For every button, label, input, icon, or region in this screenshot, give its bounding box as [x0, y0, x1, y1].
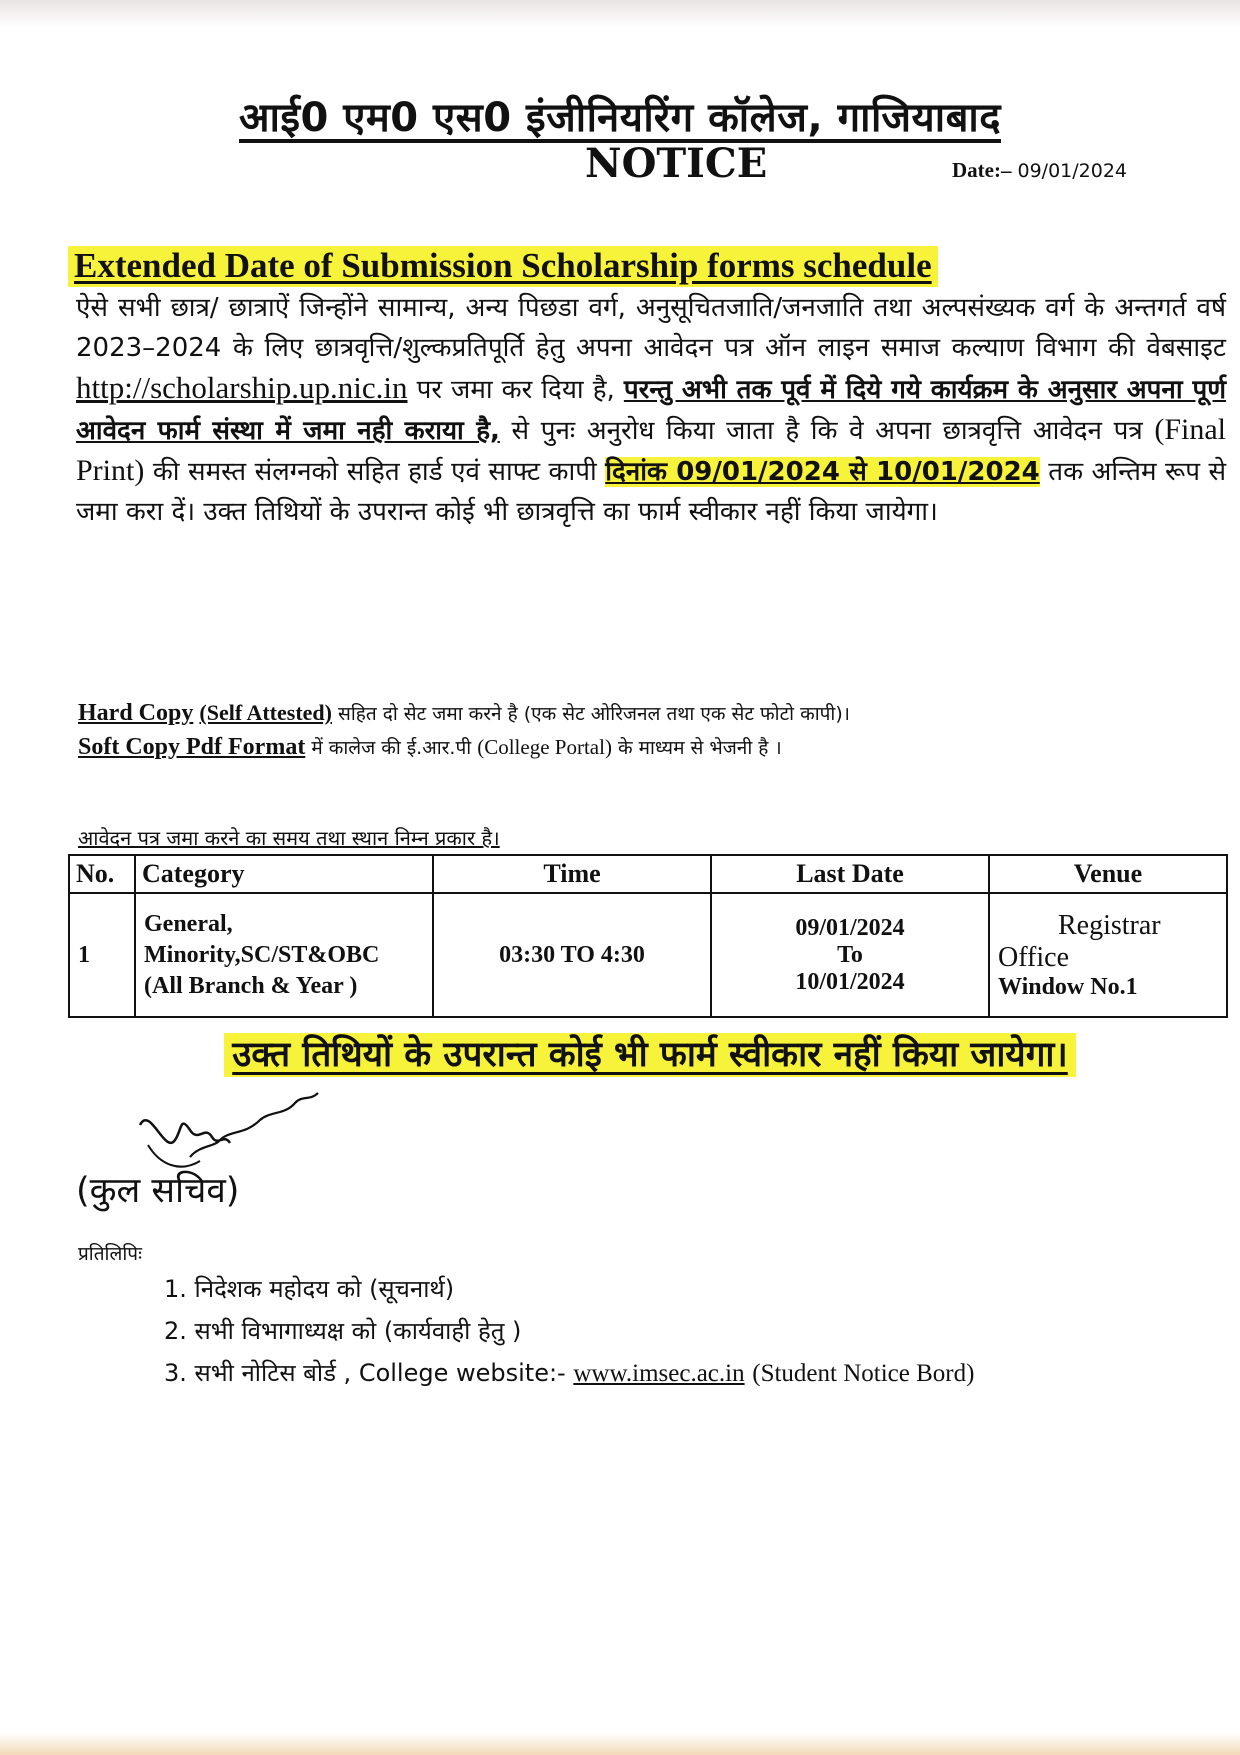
schedule-header-row: [69, 855, 1227, 893]
notice-body: [76, 288, 1226, 532]
final-print-text: (Final Print): [76, 413, 1226, 487]
col-header-venue: Venue: [989, 855, 1227, 893]
cell-no: 1: [69, 893, 135, 1017]
list-item: 2. सभी विभागाध्यक्ष को (कार्यवाही हेतु ): [164, 1317, 522, 1345]
notice-heading: [68, 246, 1178, 286]
venue-line-1: Registrar: [1058, 909, 1161, 941]
notice-title: NOTICE: [585, 140, 768, 187]
copy-to-list: [164, 1268, 974, 1395]
hard-copy-attested: (Self Attested): [199, 700, 332, 725]
warning-text: उक्त तिथियों के उपरान्त कोई भी फार्म स्वीकार नहीं किया जायेगा।: [224, 1033, 1076, 1077]
soft-copy-text-2: के माध्यम से भेजनी है ।: [617, 737, 782, 759]
cell-venue: [989, 893, 1227, 1017]
col-header-time: Time: [433, 855, 711, 893]
college-website-link[interactable]: www.imsec.ac.in: [573, 1360, 745, 1387]
date-label: Date:–: [952, 158, 1012, 182]
college-name: आई0 एम0 एस0 इंजीनियरिंग कॉलेज, गाजियाबाद: [238, 95, 1002, 141]
copy-to-label: प्रतिलिपिः: [78, 1243, 142, 1265]
page-bottom-edge: [0, 1733, 1240, 1755]
notice-heading-text: Extended Date of Submission Scholarship forms schedule: [68, 246, 938, 287]
body-emphasis: परन्तु अभी तक पूर्व में दिये गये कार्यक्रम के अनुसार अपना पूर्ण आवेदन फार्म संस्था में जमा नही कराया है,: [76, 375, 1227, 446]
date-to: 10/01/2024: [795, 968, 905, 995]
scholarship-link[interactable]: http://scholarship.up.nic.in: [76, 370, 408, 405]
col-header-last-date: Last Date: [711, 855, 989, 893]
hard-copy-text: सहित दो सेट जमा करने है (एक सेट ओरिजनल तथा एक सेट फोटो कापी)।: [338, 703, 850, 725]
category-line-1: General,: [144, 910, 233, 937]
cell-time: 03:30 TO 4:30: [433, 893, 711, 1017]
venue-line-3: Window No.1: [998, 973, 1138, 1000]
date-to-word: To: [837, 941, 863, 968]
schedule-caption: आवेदन पत्र जमा करने का समय तथा स्थान निम्न प्रकार है।: [78, 826, 500, 850]
warning-banner: [100, 1030, 1200, 1077]
date-value: 09/01/2024: [1017, 160, 1127, 182]
body-part-3: से पुनः अनुरोध किया जाता है कि वे अपना छात्रवृत्ति आवेदन पत्र: [511, 416, 1143, 446]
body-part-1: ऐसे सभी छात्र/ छात्राऐं जिन्होंने सामान्य, अन्य पिछडा वर्ग, अनुसूचितजाति/जनजाति तथा अल्पसंख्यक वर्ग के अन्तगर्त वर्ष 2023–2024 के लिए छात्रवृत्ति/शुल्कप्रतिपूर्ति हेतु अपना आवेदन पत्र ऑन लाइन समाज कल्याण विभाग की वेबसाइट: [76, 293, 1226, 363]
notice-date: [952, 158, 1127, 183]
list-item: [164, 1352, 974, 1395]
list-item: 1. निदेशक महोदय को (सूचनार्थ): [164, 1275, 455, 1303]
col-header-no: No.: [69, 855, 135, 893]
body-part-2: पर जमा कर दिया है,: [416, 375, 615, 405]
schedule-table: [68, 854, 1228, 1018]
soft-copy-portal: (College Portal): [477, 735, 612, 759]
soft-copy-line: [78, 734, 782, 761]
category-line-3: (All Branch & Year ): [144, 972, 358, 999]
category-line-2: Minority,SC/ST&OBC: [144, 941, 380, 968]
col-header-category: Category: [135, 855, 433, 893]
body-part-5: तक अन्तिम रूप से जमा करा दें। उक्त तिथियों के उपरान्त कोई भी छात्रवृत्ति का फार्म स्वीकार नहीं किया जायेगा।: [76, 457, 1227, 527]
signatory-title: (कुल सचिव): [76, 1171, 240, 1211]
soft-copy-label: Soft Copy Pdf Format: [78, 734, 306, 760]
hard-copy-line: [78, 700, 850, 727]
cell-category: [135, 893, 433, 1017]
table-row: [69, 893, 1227, 1017]
date-range-highlight: दिनांक 09/01/2024 से 10/01/2024: [605, 457, 1040, 487]
venue-line-2: Office: [998, 941, 1069, 973]
page-top-edge: [0, 0, 1240, 28]
hard-copy-label: Hard Copy: [78, 700, 194, 726]
soft-copy-text-1: में कालेज की ई.आर.पी: [311, 737, 472, 759]
date-from: 09/01/2024: [795, 914, 905, 941]
cell-last-date: [711, 893, 989, 1017]
cc-item3-prefix: 3. सभी नोटिस बोर्ड , College website:-: [164, 1359, 566, 1387]
body-part-4: की समस्त संलग्नको सहित हार्ड एवं साफ्ट कापी: [152, 457, 597, 487]
cc-item3-suffix: (Student Notice Bord): [752, 1360, 975, 1387]
